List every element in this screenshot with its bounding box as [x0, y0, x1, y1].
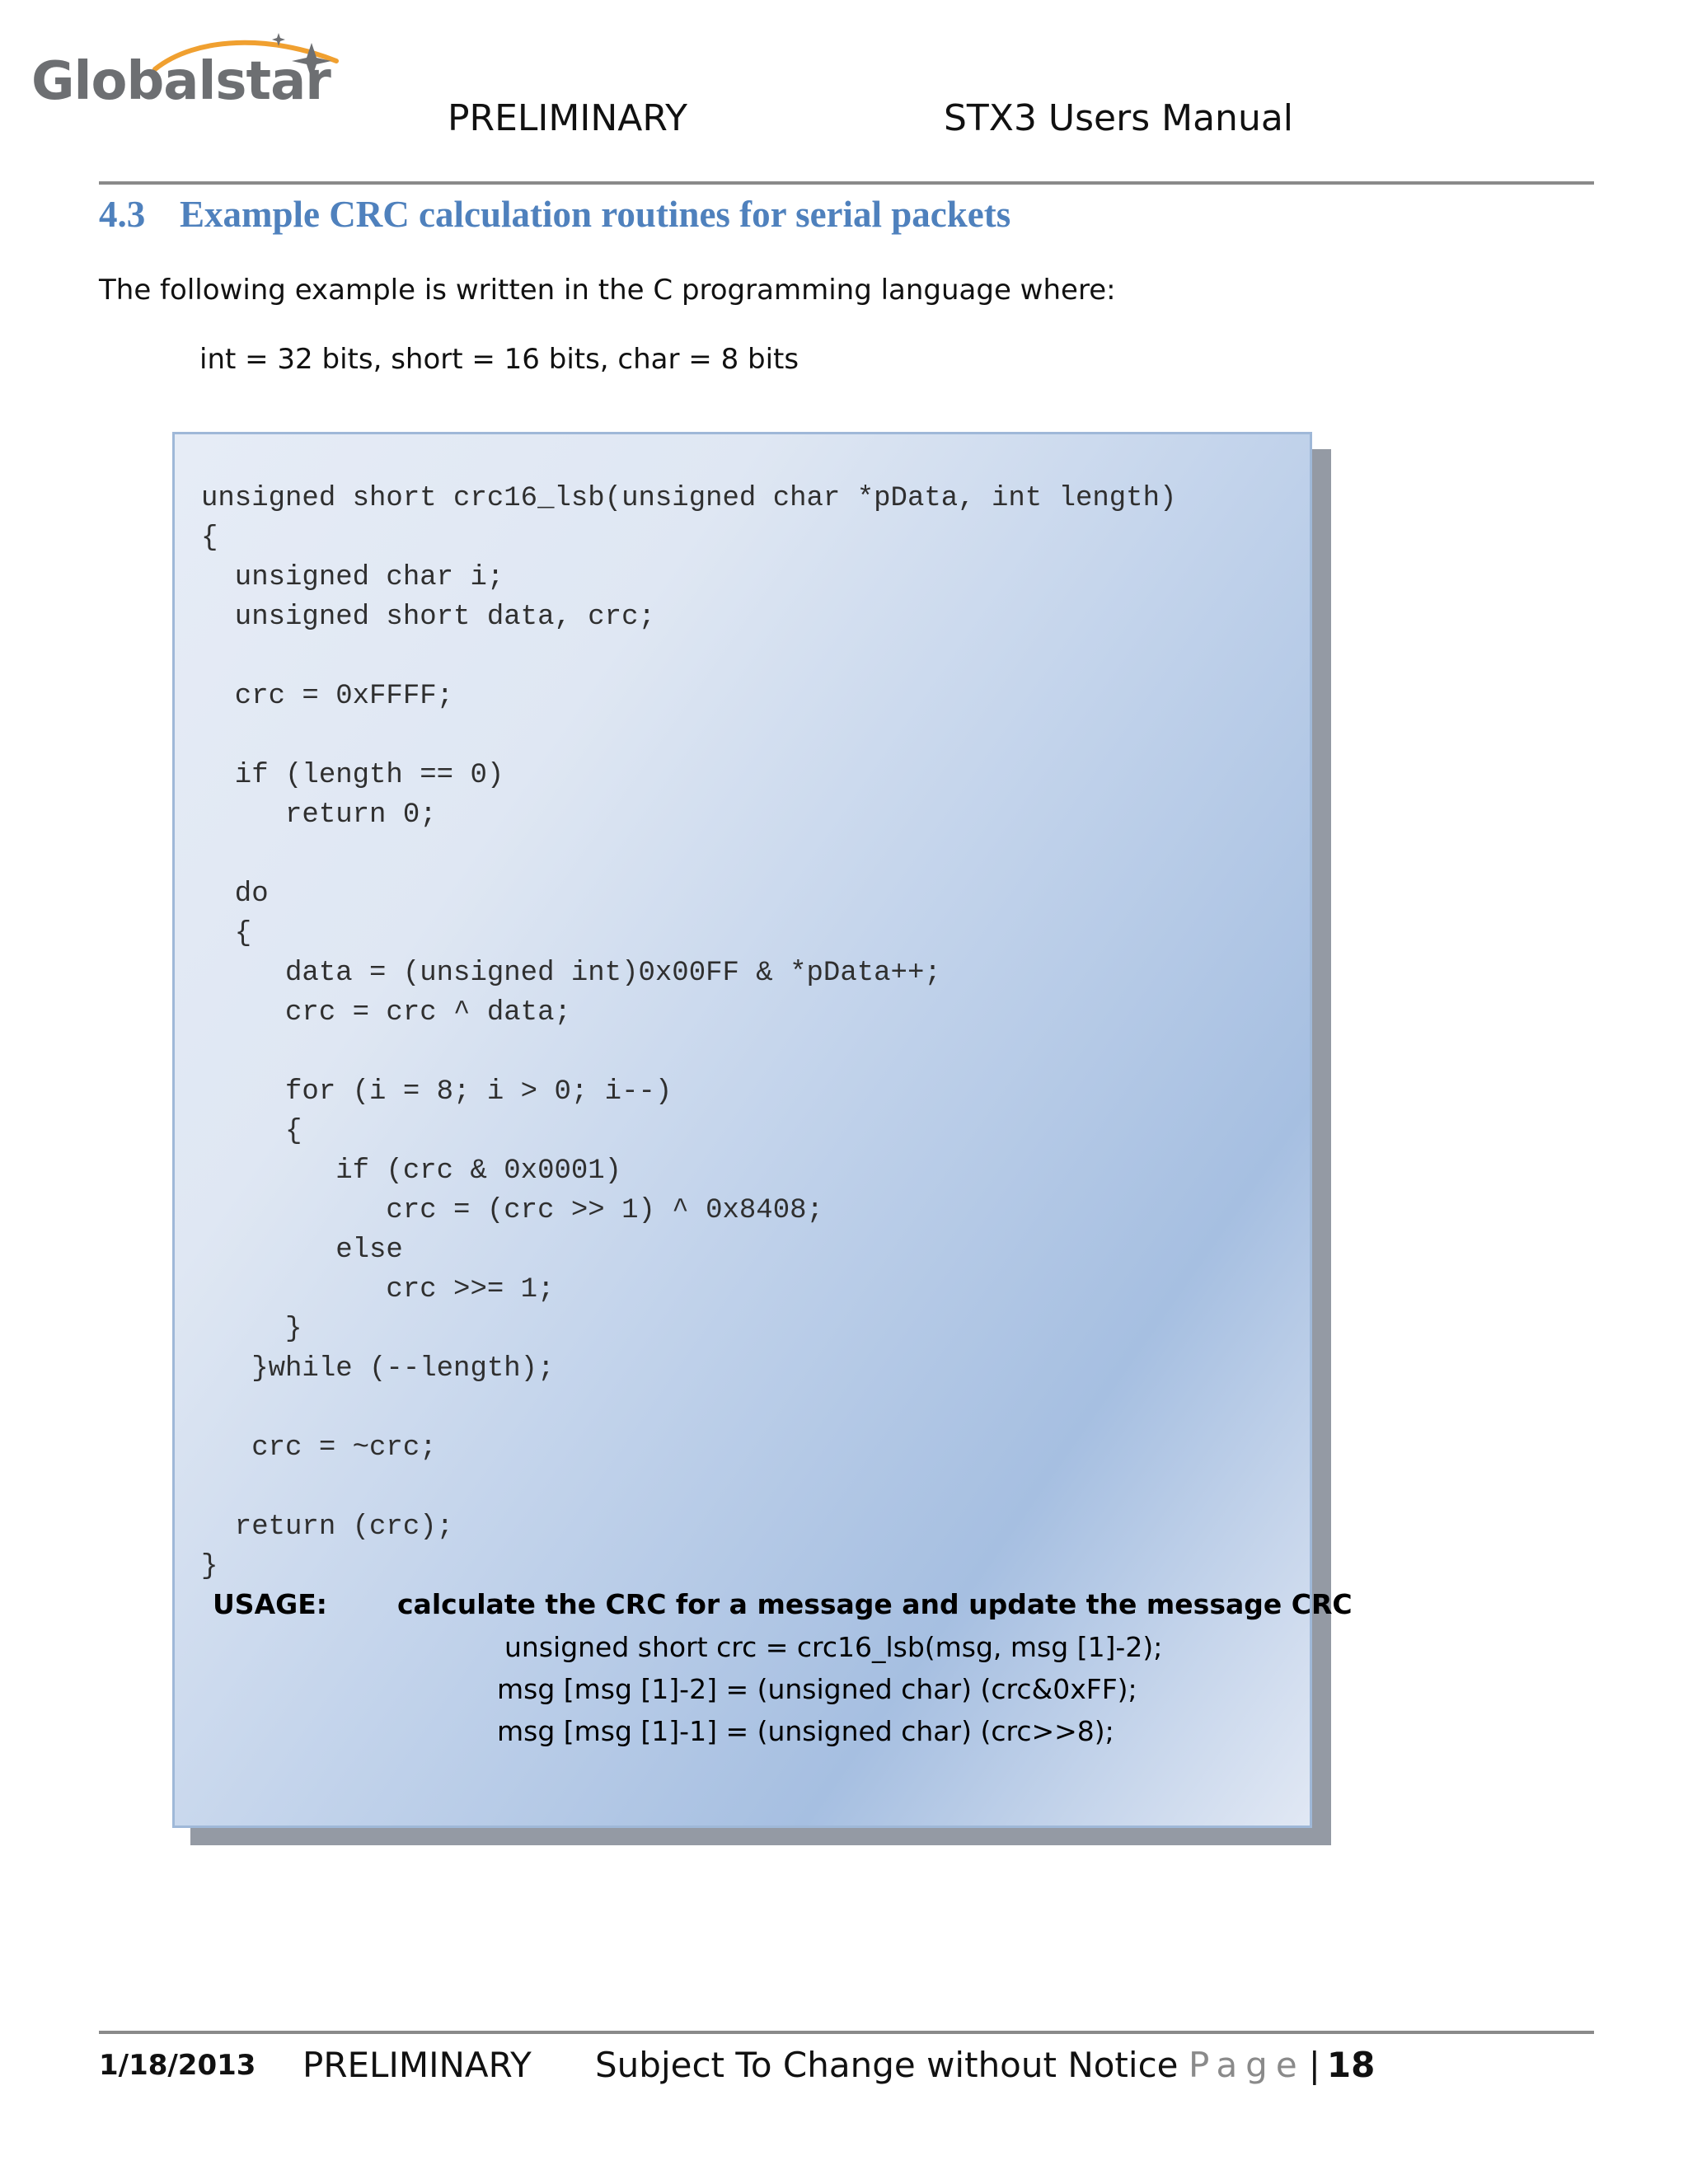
code-line: unsigned short crc16_lsb(unsigned char *pData, int length) [201, 483, 1177, 514]
usage-description: calculate the CRC for a message and update the message CRC [397, 1588, 1353, 1620]
footer-date: 1/18/2013 [99, 2049, 256, 2082]
code-line: data = (unsigned int)0x00FF & *pData++; [201, 958, 941, 989]
code-line: unsigned char i; [201, 562, 504, 593]
code-line [201, 1033, 1176, 1072]
code-line: crc = (crc >> 1) ^ 0x8408; [201, 1195, 823, 1226]
code-line [201, 835, 1176, 874]
code-line [201, 1468, 1176, 1507]
type-sizes-line: int = 32 bits, short = 16 bits, char = 8 bits [199, 343, 799, 376]
page-label: Page [1189, 2045, 1306, 2085]
code-line: { [201, 918, 252, 949]
code-line: crc = crc ^ data; [201, 997, 571, 1029]
footer-page [1189, 2032, 1375, 2098]
header-preliminary: PRELIMINARY [448, 97, 687, 139]
globalstar-logo [31, 28, 353, 119]
code-line: } [201, 1314, 302, 1345]
code-line: } [201, 1551, 218, 1582]
page-number: 18 [1326, 2045, 1376, 2085]
code-line: }while (--length); [201, 1353, 555, 1385]
intro-paragraph: The following example is written in the C programming language where: [99, 274, 1116, 307]
code-line: crc >>= 1; [201, 1274, 555, 1305]
code-listing [201, 479, 1176, 1586]
usage-line: msg [msg [1]-1] = (unsigned char) (crc>>8); [497, 1715, 1114, 1747]
footer-preliminary: PRELIMINARY [302, 2045, 532, 2085]
code-line: for (i = 8; i > 0; i--) [201, 1076, 673, 1108]
code-line [201, 716, 1176, 756]
section-heading [99, 193, 1010, 236]
code-line [201, 637, 1176, 677]
code-line: else [201, 1235, 403, 1266]
usage-line: unsigned short crc = crc16_lsb(msg, msg [1]-2); [504, 1631, 1163, 1663]
code-line: { [201, 523, 218, 554]
code-line: return (crc); [201, 1511, 454, 1543]
footer-notice: Subject To Change without Notice [595, 2045, 1179, 2085]
logo-wordmark: Globalstar [31, 51, 331, 112]
section-number: 4.3 [99, 194, 146, 235]
page-separator: | [1308, 2045, 1320, 2085]
code-line: crc = 0xFFFF; [201, 681, 454, 712]
code-line: do [201, 879, 269, 910]
header-divider [99, 181, 1594, 185]
code-line: return 0; [201, 799, 437, 831]
code-line: { [201, 1116, 302, 1147]
header-manual-title: STX3 Users Manual [944, 97, 1294, 139]
usage-label: USAGE: [213, 1588, 327, 1620]
usage-line: msg [msg [1]-2] = (unsigned char) (crc&0xFF); [497, 1673, 1137, 1705]
code-line: unsigned short data, crc; [201, 602, 655, 633]
code-line: if (length == 0) [201, 760, 504, 791]
code-line [201, 1389, 1176, 1428]
code-box [172, 432, 1353, 1828]
code-line: if (crc & 0x0001) [201, 1155, 622, 1187]
section-title: Example CRC calculation routines for serial packets [180, 194, 1011, 235]
code-line: crc = ~crc; [201, 1432, 437, 1464]
